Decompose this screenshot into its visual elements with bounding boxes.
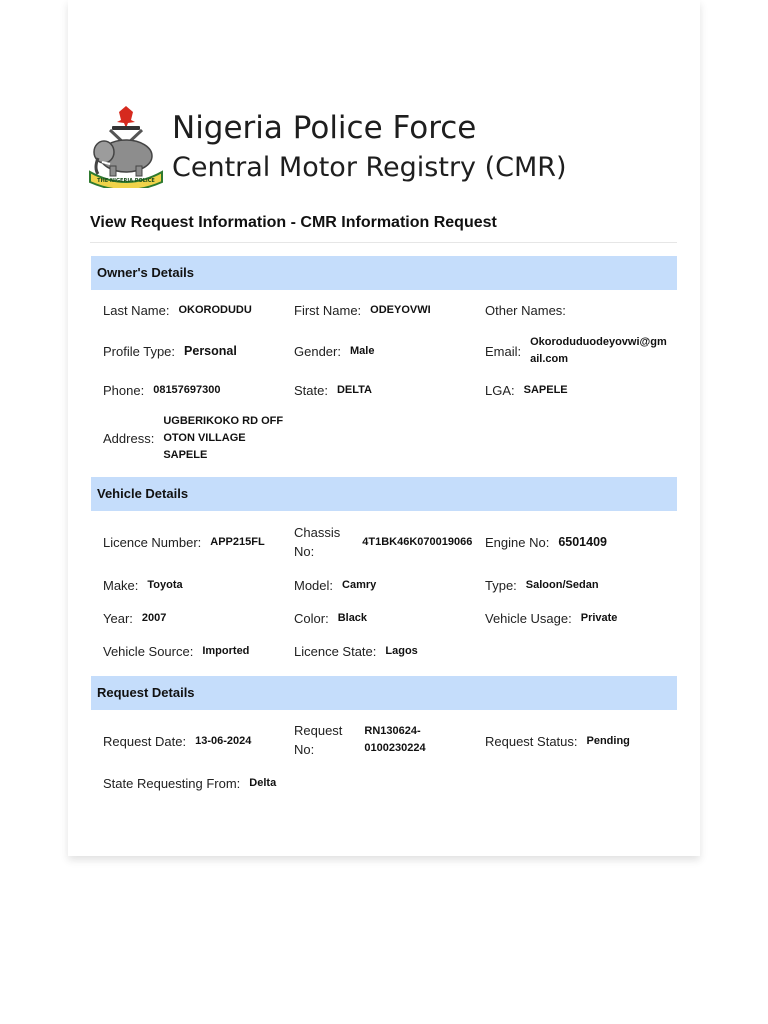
field-engine-no [485, 533, 607, 552]
page-title: View Request Information - CMR Information Request [90, 214, 497, 231]
field-licence-number [103, 533, 265, 552]
field-value: 08157697300 [153, 384, 221, 396]
field-gender [294, 342, 374, 361]
request-no-label-line-1: Request [294, 723, 343, 738]
field-value: Toyota [147, 579, 183, 591]
field-label: Gender: [294, 344, 341, 359]
org-subtitle: Central Motor Registry (CMR) [172, 152, 567, 183]
field-value: 4T1BK46K070019066 [362, 535, 473, 548]
field-lga [485, 381, 568, 400]
field-value: 13-06-2024 [195, 735, 252, 747]
field-label: Model: [294, 578, 334, 593]
section-owner-details: Owner's Details [91, 256, 677, 290]
field-label: Address: [103, 431, 155, 446]
field-value: ODEYOVWI [370, 304, 431, 316]
field-value: OKORODUDU [178, 304, 252, 316]
field-phone [103, 381, 221, 400]
field-label: Email: [485, 343, 522, 359]
email-line-1: Okoroduduodeyovwi@gm [530, 336, 667, 348]
field-make [103, 576, 183, 595]
field-value: 6501409 [558, 535, 607, 549]
title-divider [90, 242, 677, 243]
address-line-1: UGBERIKOKO RD OFF [163, 415, 284, 427]
field-label [294, 721, 342, 759]
field-label: Last Name: [103, 303, 170, 318]
field-color [294, 609, 367, 628]
field-email [485, 334, 667, 368]
field-label: Make: [103, 578, 139, 593]
field-label: Licence Number: [103, 535, 202, 550]
field-label: Other Names: [485, 303, 566, 318]
status-badge: Pending [586, 735, 630, 747]
field-label: Request Status: [485, 734, 578, 749]
field-address [103, 413, 283, 464]
logo-ribbon-text: THE NIGERIA POLICE [97, 178, 155, 184]
request-no-line-1: RN130624- [364, 725, 421, 737]
field-label: Profile Type: [103, 344, 176, 359]
field-state-requesting-from [103, 774, 276, 793]
field-label: LGA: [485, 383, 515, 398]
field-value: Saloon/Sedan [525, 579, 599, 591]
field-label: Request Date: [103, 734, 187, 749]
chassis-label-line-1: Chassis [294, 525, 341, 540]
field-request-no [294, 721, 426, 759]
field-licence-state [294, 642, 418, 661]
field-profile-type [103, 342, 237, 361]
field-chassis-no [294, 523, 472, 561]
field-value: DELTA [336, 384, 372, 396]
field-other-names [485, 301, 575, 320]
field-value [530, 334, 667, 368]
field-last-name [103, 301, 252, 320]
field-request-date [103, 732, 251, 751]
section-request-details: Request Details [91, 676, 677, 710]
field-label: Color: [294, 611, 329, 626]
field-value: Male [349, 345, 375, 357]
org-name: Nigeria Police Force [172, 110, 477, 146]
field-value [163, 413, 283, 464]
field-value: Black [337, 612, 368, 624]
field-label: State Requesting From: [103, 776, 241, 791]
field-value: Personal [184, 344, 237, 358]
field-label: Year: [103, 611, 133, 626]
field-value: Delta [249, 777, 277, 789]
field-label: State: [294, 383, 328, 398]
page-header [88, 102, 588, 192]
field-state [294, 381, 372, 400]
request-no-label-line-2: No: [294, 742, 315, 757]
field-value: SAPELE [523, 384, 568, 396]
field-value: Imported [202, 645, 250, 657]
address-line-3: SAPELE [163, 449, 208, 461]
field-value: 2007 [141, 612, 167, 624]
field-value: Camry [342, 579, 377, 591]
request-no-line-2: 0100230224 [364, 742, 426, 754]
field-label: Engine No: [485, 535, 550, 550]
field-request-status [485, 732, 630, 751]
field-value: Lagos [385, 645, 418, 657]
field-type [485, 576, 599, 595]
field-value [364, 723, 425, 757]
field-model [294, 576, 376, 595]
field-value: APP215FL [210, 536, 265, 548]
field-year [103, 609, 166, 628]
field-label: First Name: [294, 303, 362, 318]
field-label: Licence State: [294, 644, 377, 659]
email-line-2: ail.com [530, 353, 569, 365]
address-line-2: OTON VILLAGE [163, 432, 246, 444]
chassis-label-line-2: No: [294, 544, 315, 559]
field-value: Private [580, 612, 618, 624]
section-vehicle-details: Vehicle Details [91, 477, 677, 511]
nigeria-police-crest-icon [88, 102, 164, 188]
field-label: Phone: [103, 383, 145, 398]
field-label [294, 523, 340, 561]
field-label: Type: [485, 578, 517, 593]
field-label: Vehicle Usage: [485, 611, 572, 626]
field-first-name [294, 301, 431, 320]
field-vehicle-source [103, 642, 249, 661]
field-label: Vehicle Source: [103, 644, 194, 659]
field-vehicle-usage [485, 609, 617, 628]
